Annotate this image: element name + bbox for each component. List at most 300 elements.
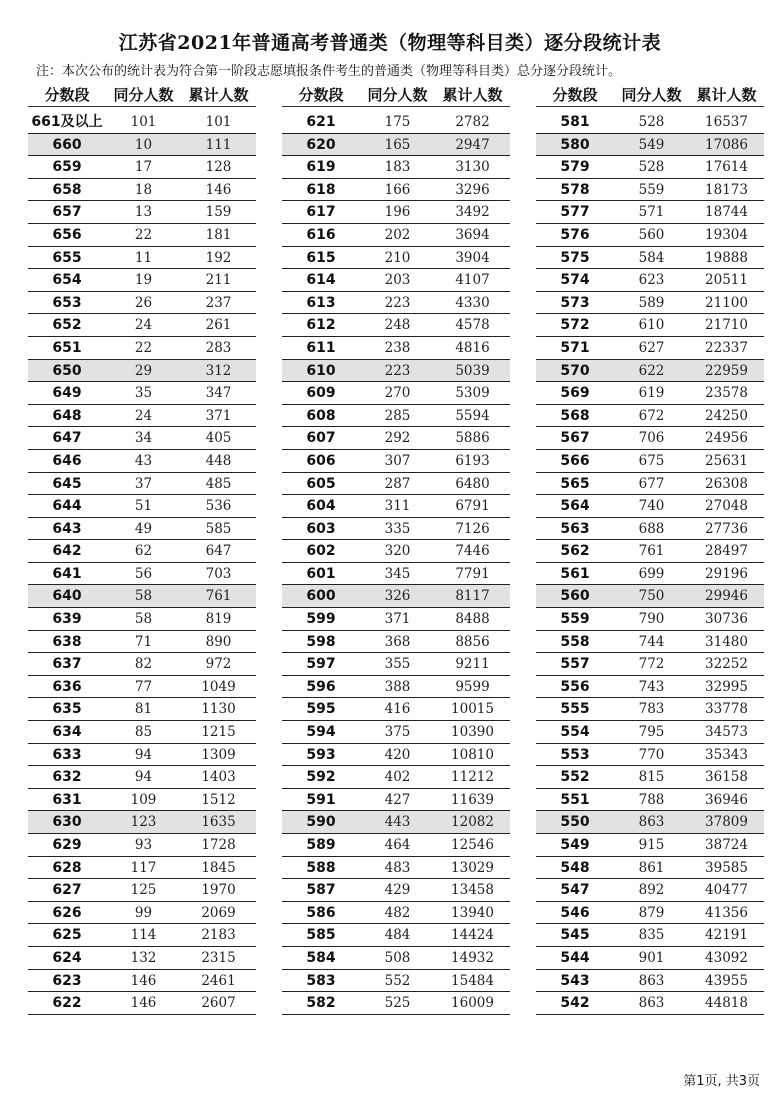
table-row (28, 924, 256, 947)
cumulative-cell: 32995 (705, 678, 748, 695)
table-row (28, 292, 256, 315)
table-row (282, 134, 510, 157)
same-count-cell: 94 (134, 746, 153, 763)
same-count-cell: 117 (130, 859, 157, 876)
score-cell: 548 (560, 859, 590, 876)
same-count-cell: 248 (384, 317, 411, 334)
same-count-cell: 183 (384, 159, 411, 176)
table-rows (536, 111, 764, 1015)
table-row (282, 744, 510, 767)
table-row (282, 631, 510, 654)
table-row (28, 721, 256, 744)
cumulative-cell: 3296 (455, 181, 490, 198)
same-count-cell: 326 (384, 588, 411, 605)
table-row (536, 766, 764, 789)
cumulative-cell: 9211 (455, 656, 490, 673)
cumulative-cell: 159 (205, 204, 232, 221)
same-count-cell: 345 (384, 565, 411, 582)
table-row (282, 947, 510, 970)
score-cell: 660 (52, 136, 82, 153)
score-cell: 583 (306, 972, 336, 989)
score-cell: 554 (560, 724, 590, 741)
score-cell: 577 (560, 204, 590, 221)
score-cell: 578 (560, 181, 590, 198)
table-row (536, 247, 764, 270)
score-cell: 625 (52, 927, 82, 944)
cumulative-cell: 1728 (201, 837, 236, 853)
table-rows (282, 111, 510, 1015)
table-row (28, 337, 256, 360)
score-cell: 614 (306, 272, 336, 289)
cumulative-cell: 27736 (705, 520, 748, 537)
same-count-cell: 49 (134, 520, 153, 537)
score-cell: 627 (52, 882, 82, 899)
score-cell: 643 (52, 520, 82, 537)
cumulative-cell: 1049 (201, 678, 236, 695)
table-row (536, 902, 764, 925)
score-cell: 610 (306, 362, 336, 379)
table-row (28, 405, 256, 428)
score-cell: 656 (52, 226, 82, 243)
table-row (282, 405, 510, 428)
same-count-cell: 552 (384, 972, 411, 989)
cumulative-cell: 22337 (705, 339, 748, 356)
cumulative-cell: 101 (205, 114, 232, 130)
same-count-cell: 18 (134, 181, 153, 198)
same-count-cell: 35 (134, 385, 153, 402)
cumulative-cell: 585 (205, 520, 232, 537)
same-count-cell: 58 (134, 611, 153, 628)
score-cell: 592 (306, 769, 336, 786)
score-cell: 551 (560, 791, 590, 808)
note-text: 注：本次公布的统计表为符合第一阶段志愿填报条件考生的普通类（物理等科目类）总分逐分段统计。 (36, 64, 622, 79)
table-row (536, 744, 764, 767)
score-cell: 613 (306, 294, 336, 311)
score-cell: 594 (306, 724, 336, 741)
score-cell: 588 (306, 859, 336, 876)
table-row (536, 721, 764, 744)
table-row (536, 789, 764, 812)
score-cell: 568 (560, 407, 590, 424)
cumulative-cell: 485 (205, 475, 232, 492)
same-count-cell: 34 (134, 430, 153, 447)
same-count-cell: 11 (134, 249, 153, 266)
table-row (28, 247, 256, 270)
same-count-cell: 81 (134, 701, 153, 718)
same-count-cell: 58 (134, 588, 153, 605)
table-row (28, 563, 256, 586)
same-count-cell: 335 (384, 520, 411, 537)
score-cell: 630 (52, 814, 82, 831)
score-cell: 632 (52, 769, 82, 786)
table-row (282, 879, 510, 902)
cumulative-cell: 33778 (705, 701, 748, 718)
score-cell: 635 (52, 701, 82, 718)
same-count-cell: 589 (638, 294, 665, 311)
score-cell: 639 (52, 611, 82, 628)
cumulative-cell: 17086 (705, 136, 748, 153)
table-row (28, 269, 256, 292)
same-count-cell: 750 (638, 588, 665, 605)
same-count-cell: 223 (384, 294, 411, 311)
table-row (282, 337, 510, 360)
same-count-cell: 677 (638, 475, 665, 492)
table-row (282, 811, 510, 834)
table-row (28, 653, 256, 676)
score-cell: 624 (52, 949, 82, 966)
score-cell: 651 (52, 339, 82, 356)
cumulative-cell: 5309 (455, 385, 490, 402)
cumulative-cell: 7446 (455, 543, 490, 560)
table-row (28, 744, 256, 767)
table-row (536, 473, 764, 496)
score-cell: 567 (560, 430, 590, 447)
same-count-cell: 99 (134, 904, 153, 921)
cumulative-cell: 32252 (705, 656, 748, 673)
same-count-cell: 210 (384, 249, 411, 266)
same-count-cell: 892 (638, 882, 665, 899)
table-row (28, 179, 256, 202)
table-row (536, 992, 764, 1015)
cumulative-cell: 2069 (201, 904, 236, 921)
same-count-cell: 125 (130, 882, 157, 899)
table-row (282, 292, 510, 315)
table-header (536, 84, 764, 107)
cumulative-cell: 44818 (705, 995, 748, 1012)
page-number: 第1页, 共3页 (683, 1074, 760, 1089)
score-cell: 633 (52, 746, 82, 763)
same-count-cell: 772 (638, 656, 665, 673)
cumulative-cell: 2461 (201, 972, 236, 989)
same-count-cell: 863 (638, 972, 665, 989)
same-count-cell: 203 (384, 272, 411, 289)
score-cell: 599 (306, 611, 336, 628)
table-row (282, 563, 510, 586)
score-cell: 587 (306, 882, 336, 899)
cumulative-cell: 405 (205, 430, 232, 447)
same-count-cell: 559 (638, 181, 665, 198)
cumulative-cell: 2607 (201, 995, 236, 1012)
same-count-cell: 672 (638, 407, 665, 424)
same-count-cell: 223 (384, 362, 411, 379)
cumulative-cell: 29196 (705, 565, 748, 582)
score-cell: 559 (560, 611, 590, 628)
same-count-cell: 879 (638, 904, 665, 921)
same-count-cell: 22 (134, 226, 153, 243)
same-count-cell: 311 (384, 498, 411, 515)
score-cell: 611 (306, 339, 336, 356)
table-row (28, 382, 256, 405)
score-cell: 562 (560, 543, 590, 560)
score-cell: 606 (306, 452, 336, 469)
same-count-cell: 484 (384, 927, 411, 944)
cumulative-cell: 703 (205, 565, 232, 582)
same-count-cell: 371 (384, 611, 411, 628)
same-count-cell: 24 (134, 407, 153, 424)
same-count-cell: 788 (638, 791, 665, 808)
cumulative-cell: 12546 (451, 837, 494, 853)
table-row (28, 518, 256, 541)
same-count-cell: 427 (384, 791, 411, 808)
cumulative-cell: 819 (205, 611, 232, 628)
same-count-cell: 320 (384, 543, 411, 560)
cumulative-cell: 16009 (451, 995, 494, 1012)
score-cell: 563 (560, 520, 590, 537)
same-count-cell: 26 (134, 294, 153, 311)
same-count-cell: 82 (134, 656, 153, 673)
same-count-cell: 623 (638, 272, 665, 289)
same-count-cell: 175 (384, 114, 411, 130)
table-rows (28, 111, 256, 1015)
score-cell: 600 (306, 588, 336, 605)
table-row (282, 992, 510, 1015)
cumulative-cell: 8488 (455, 611, 490, 628)
header-same-count: 同分人数 (367, 86, 428, 104)
table-row (536, 811, 764, 834)
table-row (28, 879, 256, 902)
cumulative-cell: 4107 (455, 272, 490, 289)
table-row (28, 540, 256, 563)
header-same-count: 同分人数 (113, 86, 174, 104)
same-count-cell: 123 (130, 814, 157, 831)
table-row (536, 698, 764, 721)
score-cell: 640 (52, 588, 82, 605)
table-header (282, 84, 510, 107)
same-count-cell: 863 (638, 995, 665, 1012)
score-cell: 593 (306, 746, 336, 763)
table-row (28, 834, 256, 857)
table-row (28, 360, 256, 383)
score-cell: 591 (306, 791, 336, 808)
cumulative-cell: 4578 (455, 317, 490, 334)
same-count-cell: 622 (638, 362, 665, 379)
score-cell: 634 (52, 724, 82, 741)
table-row (282, 924, 510, 947)
same-count-cell: 528 (638, 114, 665, 130)
score-cell: 603 (306, 520, 336, 537)
table-row (28, 585, 256, 608)
cumulative-cell: 36946 (705, 791, 748, 808)
table-row (282, 518, 510, 541)
cumulative-cell: 5594 (455, 407, 490, 424)
table-row (282, 857, 510, 880)
score-cell: 544 (560, 949, 590, 966)
cumulative-cell: 19304 (705, 226, 748, 243)
same-count-cell: 29 (134, 362, 153, 379)
table-row (28, 857, 256, 880)
cumulative-cell: 1635 (201, 814, 236, 831)
score-cell: 609 (306, 385, 336, 402)
same-count-cell: 62 (134, 543, 153, 560)
same-count-cell: 146 (130, 972, 157, 989)
table-row (536, 676, 764, 699)
table-row (28, 992, 256, 1015)
score-cell: 556 (560, 678, 590, 695)
table-row (28, 495, 256, 518)
cumulative-cell: 15484 (451, 972, 494, 989)
score-cell: 608 (306, 407, 336, 424)
cumulative-cell: 1970 (201, 882, 236, 899)
table-row (282, 382, 510, 405)
document-title: 江苏省2021年普通高考普通类（物理等科目类）逐分段统计表 (118, 32, 662, 54)
same-count-cell: 740 (638, 498, 665, 515)
cumulative-cell: 23578 (705, 385, 748, 402)
same-count-cell: 402 (384, 769, 411, 786)
cumulative-cell: 39585 (705, 859, 748, 876)
cumulative-cell: 6791 (455, 498, 490, 515)
cumulative-cell: 36158 (705, 769, 748, 786)
cumulative-cell: 31480 (705, 633, 748, 650)
table-row (536, 653, 764, 676)
score-cell: 617 (306, 204, 336, 221)
same-count-cell: 783 (638, 701, 665, 718)
cumulative-cell: 19888 (705, 249, 748, 266)
score-cell: 550 (560, 814, 590, 831)
cumulative-cell: 27048 (705, 498, 748, 515)
same-count-cell: 132 (130, 949, 157, 966)
score-cell: 558 (560, 633, 590, 650)
cumulative-cell: 4330 (455, 294, 490, 311)
table-row (282, 111, 510, 134)
cumulative-cell: 972 (205, 656, 232, 673)
table-row (536, 518, 764, 541)
same-count-cell: 94 (134, 769, 153, 786)
cumulative-cell: 3130 (455, 159, 490, 176)
cumulative-cell: 28497 (705, 543, 748, 560)
score-cell: 657 (52, 204, 82, 221)
same-count-cell: 429 (384, 882, 411, 899)
score-cell: 628 (52, 859, 82, 876)
score-cell: 649 (52, 385, 82, 402)
table-row (536, 970, 764, 993)
same-count-cell: 508 (384, 949, 411, 966)
cumulative-cell: 26308 (705, 475, 748, 492)
cumulative-cell: 1309 (201, 746, 236, 763)
cumulative-cell: 761 (205, 588, 232, 605)
same-count-cell: 19 (134, 272, 153, 289)
table-row (282, 789, 510, 812)
table-row (536, 134, 764, 157)
same-count-cell: 355 (384, 656, 411, 673)
table-row (282, 834, 510, 857)
cumulative-cell: 6193 (455, 452, 490, 469)
score-cell: 645 (52, 475, 82, 492)
table-row (28, 947, 256, 970)
table-row (282, 766, 510, 789)
same-count-cell: 743 (638, 678, 665, 695)
score-cell: 607 (306, 430, 336, 447)
same-count-cell: 196 (384, 204, 411, 221)
score-cell: 590 (306, 814, 336, 831)
score-cell: 557 (560, 656, 590, 673)
cumulative-cell: 2947 (455, 136, 490, 153)
score-cell: 621 (306, 114, 336, 130)
table-row (536, 292, 764, 315)
table-row (28, 224, 256, 247)
same-count-cell: 863 (638, 814, 665, 831)
cumulative-cell: 111 (205, 136, 232, 153)
score-cell: 584 (306, 949, 336, 966)
cumulative-cell: 42191 (705, 927, 748, 944)
score-cell: 641 (52, 565, 82, 582)
table-row (536, 201, 764, 224)
table-row (536, 540, 764, 563)
table-header (28, 84, 256, 107)
cumulative-cell: 41356 (705, 904, 748, 921)
same-count-cell: 761 (638, 543, 665, 560)
same-count-cell: 443 (384, 814, 411, 831)
table-row (282, 269, 510, 292)
table-row (536, 179, 764, 202)
score-cell: 582 (306, 995, 336, 1012)
same-count-cell: 270 (384, 385, 411, 402)
cumulative-cell: 13458 (451, 882, 494, 899)
same-count-cell: 292 (384, 430, 411, 447)
same-count-cell: 71 (134, 633, 153, 650)
same-count-cell: 571 (638, 204, 665, 221)
cumulative-cell: 11639 (451, 791, 494, 808)
same-count-cell: 619 (638, 385, 665, 402)
cumulative-cell: 29946 (705, 588, 748, 605)
cumulative-cell: 1403 (201, 769, 236, 786)
same-count-cell: 10 (134, 136, 153, 153)
table-column-1 (28, 84, 256, 1015)
table-row (536, 224, 764, 247)
same-count-cell: 114 (130, 927, 157, 944)
same-count-cell: 109 (130, 791, 157, 808)
cumulative-cell: 7126 (455, 520, 490, 537)
score-cell: 650 (52, 362, 82, 379)
cumulative-cell: 3694 (455, 226, 490, 243)
table-row (536, 608, 764, 631)
table-row (536, 360, 764, 383)
score-cell: 655 (52, 249, 82, 266)
cumulative-cell: 14932 (451, 949, 494, 966)
score-cell: 565 (560, 475, 590, 492)
table-row (536, 631, 764, 654)
score-cell: 569 (560, 385, 590, 402)
cumulative-cell: 16537 (705, 114, 748, 130)
table-row (282, 540, 510, 563)
score-cell: 623 (52, 972, 82, 989)
table-row (282, 247, 510, 270)
table-row (536, 924, 764, 947)
score-cell: 604 (306, 498, 336, 515)
cumulative-cell: 18744 (705, 204, 748, 221)
same-count-cell: 795 (638, 724, 665, 741)
cumulative-cell: 6480 (455, 475, 490, 492)
same-count-cell: 835 (638, 927, 665, 944)
same-count-cell: 101 (130, 114, 157, 130)
same-count-cell: 202 (384, 226, 411, 243)
score-cell: 620 (306, 136, 336, 153)
header-cumulative: 累计人数 (442, 86, 503, 104)
table-row (536, 585, 764, 608)
same-count-cell: 482 (384, 904, 411, 921)
same-count-cell: 915 (638, 837, 665, 853)
cumulative-cell: 7791 (455, 565, 490, 582)
table-row (536, 495, 764, 518)
cumulative-cell: 35343 (705, 746, 748, 763)
cumulative-cell: 3904 (455, 249, 490, 266)
score-cell: 619 (306, 159, 336, 176)
table-column-3 (536, 84, 764, 1015)
same-count-cell: 388 (384, 678, 411, 695)
score-cell: 647 (52, 430, 82, 447)
table-row (536, 382, 764, 405)
cumulative-cell: 237 (205, 294, 232, 311)
score-cell: 637 (52, 656, 82, 673)
